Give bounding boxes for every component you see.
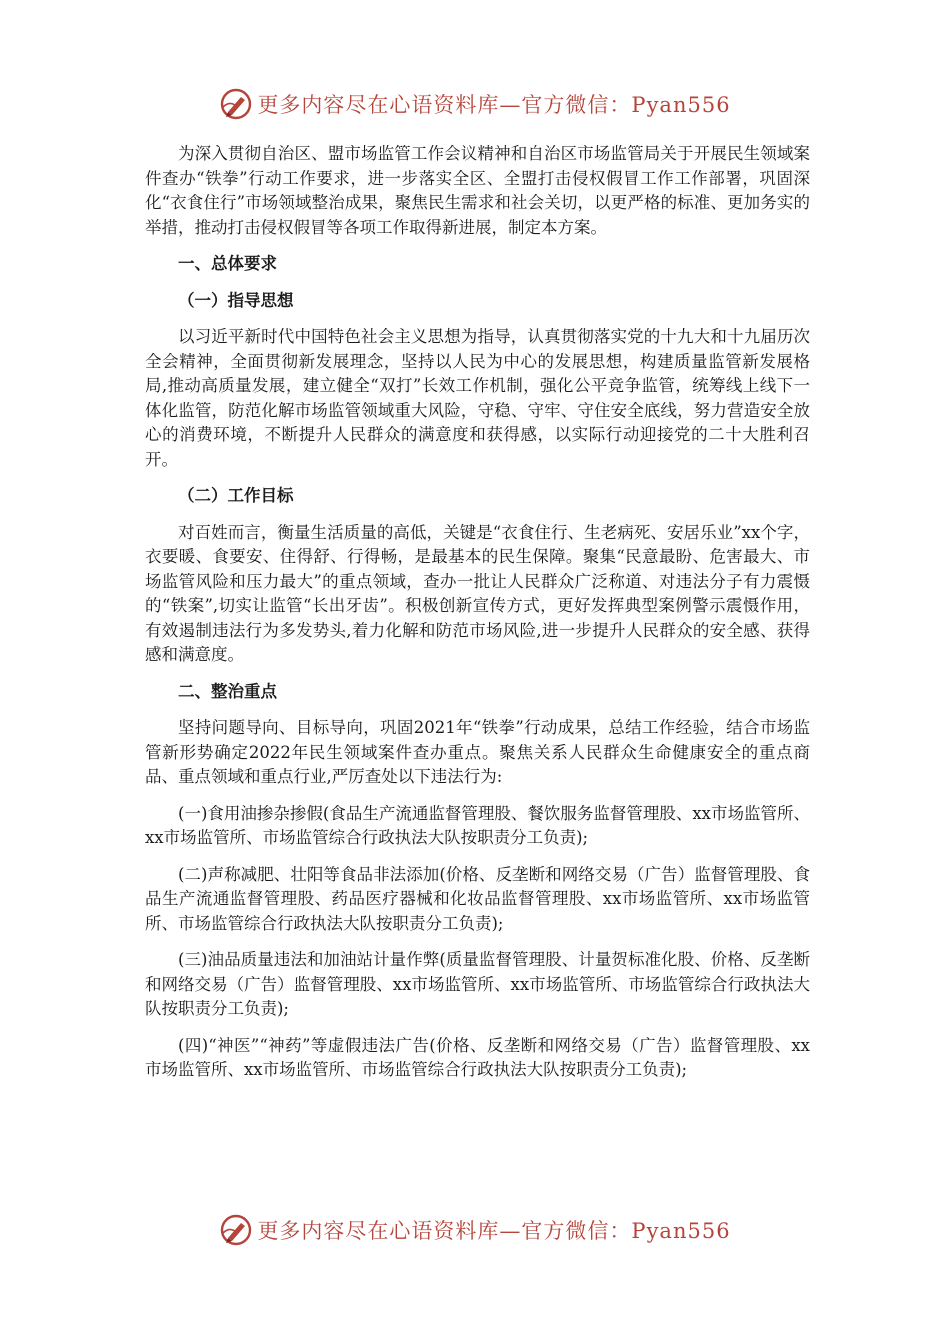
document-body <box>145 142 810 1095</box>
watermark-text: 更多内容尽在心语资料库—官方微信：Pyan556 <box>257 1219 731 1243</box>
subsection-heading-guiding-ideology: （一）指导思想 <box>178 290 294 310</box>
pen-circle-icon <box>219 87 253 121</box>
intro-paragraph: 为深入贯彻自治区、盟市场监管工作会议精神和自治区市场监管局关于开展民生领域案件查办“铁拳”行动工作要求，进一步落实全区、全盟打击侵权假冒工作工作部署，巩固深化“衣食住行”市场领域整治成果，聚焦民生需求和社会关切，以更严格的标准、更加务实的举措，推动打击侵权假冒等各项工作取得新进展，制定本方案。 <box>145 144 810 237</box>
key-focus-paragraph: 坚持问题导向、目标导向，巩固2021年“铁拳”行动成果，总结工作经验，结合市场监管新形势确定2022年民生领域案件查办重点。聚焦关系人民群众生命健康安全的重点商品、重点领域和重点行业,严厉查处以下违法行为: <box>145 718 810 786</box>
list-item-oil-quality: (三)油品质量违法和加油站计量作弊(质量监督管理股、计量贺标准化股、价格、反垄断和网络交易（广告）监督管理股、xx市场监管所、xx市场监管所、市场监管综合行政执法大队按职责分工负责); <box>145 950 810 1018</box>
list-item-edible-oil: (一)食用油掺杂掺假(食品生产流通监督管理股、餐饮服务监督管理股、xx市场监管所、xx市场监管所、市场监管综合行政执法大队按职责分工负责); <box>145 803 810 847</box>
guiding-ideology-paragraph: 以习近平新时代中国特色社会主义思想为指导，认真贯彻落实党的十九大和十九届历次全会精神，全面贯彻新发展理念，坚持以人民为中心的发展思想，构建质量监管新发展格局,推动高质量发展，建立健全“双打”长效工作机制，强化公平竞争监管，统筹线上线下一体化监管，防范化解市场监管领域重大风险，守稳、守牢、守住安全底线，努力营造安全放心的消费环境，不断提升人民群众的满意度和获得感，以实际行动迎接党的二十大胜利召开。 <box>145 327 810 469</box>
section-heading-overall-requirements: 一、总体要求 <box>178 254 277 273</box>
watermark-text: 更多内容尽在心语资料库—官方微信：Pyan556 <box>257 93 731 117</box>
subsection-heading-work-goals: （二）工作目标 <box>178 486 294 505</box>
header-watermark <box>0 86 950 122</box>
work-goals-paragraph: 对百姓而言，衡量生活质量的高低，关键是“衣食住行、生老病死、安居乐业”xx个字，衣要暖、食要安、住得舒、行得畅，是最基本的民生保障。聚集“民意最盼、危害最大、市场监管风险和压力最大”的重点领域，查办一批让人民群众广泛称道、对违法分子有力震慑的“铁案”,切实让监管“长出牙齿”。积极创新宣传方式，更好发挥典型案例警示震慑作用，有效遏制违法行为多发势头,着力化解和防范市场风险,进一步提升人民群众的安全感、获得感和满意度。 <box>145 522 810 664</box>
pen-circle-icon <box>219 1213 253 1247</box>
list-item-false-advertising: (四)“神医”“神药”等虚假违法广告(价格、反垄断和网络交易（广告）监督管理股、xx市场监管所、xx市场监管所、市场监管综合行政执法大队按职责分工负责); <box>145 1035 810 1079</box>
section-heading-key-focus: 二、整治重点 <box>178 681 277 701</box>
list-item-food-additives: (二)声称减肥、壮阳等食品非法添加(价格、反垄断和网络交易（广告）监督管理股、食品生产流通监督管理股、药品医疗器械和化妆品监督管理股、xx市场监管所、xx市场监管所、市场监管综合行政执法大队按职责分工负责); <box>145 864 810 933</box>
footer-watermark <box>0 1212 950 1248</box>
